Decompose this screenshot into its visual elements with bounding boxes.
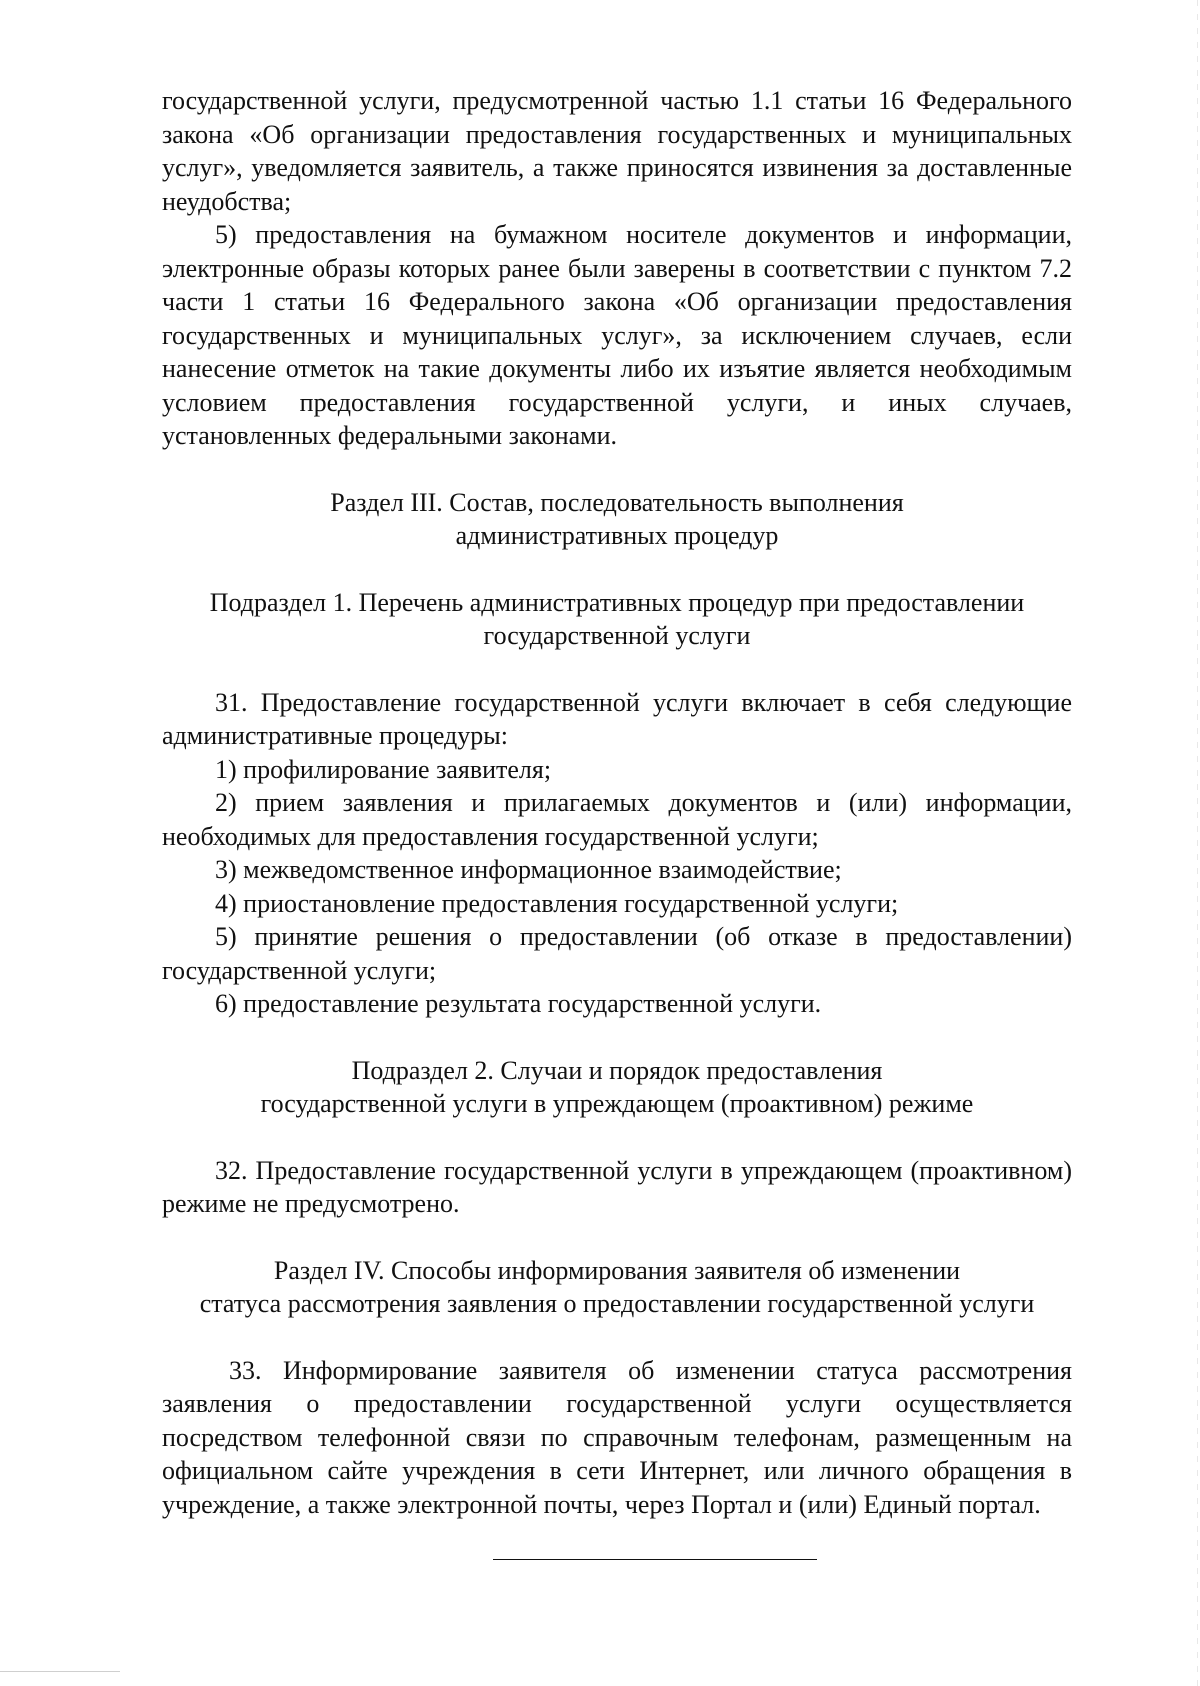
- clause-31-item-3: 3) межведомственное информационное взаимодействие;: [215, 855, 842, 884]
- section-4-heading: [162, 1254, 1072, 1321]
- subsection-1-heading-line2: государственной услуги: [483, 621, 751, 650]
- clause-31-item-4: 4) приостановление предоставления государственной услуги;: [215, 888, 899, 918]
- subsection-2-heading: [162, 1054, 1072, 1121]
- clause-31-item-1: 1) профилирование заявителя;: [215, 754, 552, 784]
- subsection-1-heading-line1: Подраздел 1. Перечень административных процедур при предоставлении: [209, 587, 1025, 617]
- section-3-heading: [162, 486, 1072, 553]
- section-3-heading-line2: административных процедур: [455, 521, 779, 550]
- clause-32: 32. Предоставление государственной услуги в упреждающем (проактивном) режиме не предусмотрено.: [162, 1155, 1072, 1218]
- end-separator-line: [493, 1559, 817, 1560]
- document-body: [162, 84, 1072, 1521]
- subsection-2-heading-line2: государственной услуги в упреждающем (проактивном) режиме: [260, 1089, 974, 1118]
- clause-33: 33. Информирование заявителя об изменении статуса рассмотрения заявления о предоставлении государственной услуги осуществляется посредством телефонной связи по справочным телефонам, размещенным на официальном сайте учреждения в сети Интернет, или личного обращения в учреждение, а также электронной почты, через Портал и (или) Единый портал.: [162, 1355, 1072, 1519]
- scan-edge-artifact: [1197, 0, 1198, 1686]
- section-3-heading-line1: Раздел III. Состав, последовательность выполнения: [330, 487, 904, 517]
- scan-bottom-artifact: [0, 1671, 120, 1672]
- clause-31-item-6: 6) предоставление результата государственной услуги.: [215, 989, 822, 1018]
- subsection-2-heading-line1: Подраздел 2. Случаи и порядок предоставления: [351, 1055, 883, 1085]
- clause-31-item-5: 5) принятие решения о предоставлении (об отказе в предоставлении) государственной услуги;: [162, 922, 1072, 985]
- subsection-1-heading: [162, 586, 1072, 653]
- intro-paragraph: государственной услуги, предусмотренной частью 1.1 статьи 16 Федерального закона «Об организации предоставления государственных и муниципальных услуг», уведомляется заявитель, а также приносятся извинения за доставленные неудобства;: [162, 86, 1072, 216]
- clause-31-intro: 31. Предоставление государственной услуги включает в себя следующие административные процедуры:: [162, 687, 1072, 750]
- clause-31-item-2: 2) прием заявления и прилагаемых документов и (или) информации, необходимых для предоставления государственной услуги;: [162, 788, 1072, 851]
- section-4-heading-line2: статуса рассмотрения заявления о предоставлении государственной услуги: [199, 1289, 1035, 1318]
- item-5-paragraph: 5) предоставления на бумажном носителе документов и информации, электронные образы которых ранее были заверены в соответствии с пунктом 7.2 части 1 статьи 16 Федерального закона «Об организации предоставления государственных и муниципальных услуг», за исключением случаев, если нанесение отметок на такие документы либо их изъятие является необходимым условием предоставления государственной услуги, и иных случаев, установленных федеральными законами.: [162, 220, 1072, 450]
- section-4-heading-line1: Раздел IV. Способы информирования заявителя об изменении: [273, 1255, 961, 1285]
